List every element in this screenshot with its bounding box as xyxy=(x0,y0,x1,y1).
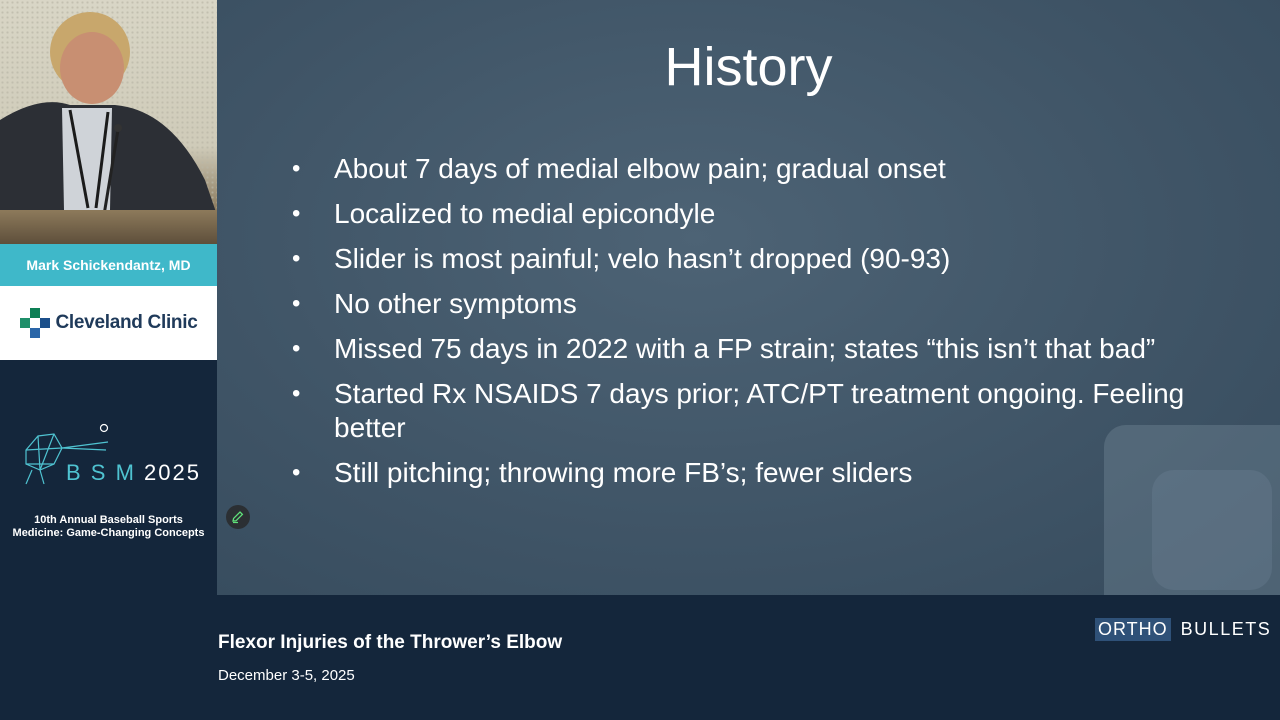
edit-button[interactable] xyxy=(226,505,250,529)
speaker-video xyxy=(0,0,217,244)
talk-title: Flexor Injuries of the Thrower’s Elbow xyxy=(218,632,563,653)
brand-bullets: BULLETS xyxy=(1180,619,1272,639)
conference-logo-text xyxy=(66,460,201,486)
bullet-list xyxy=(292,152,1192,501)
cleveland-clinic-cross-icon xyxy=(20,308,50,338)
conference-title xyxy=(0,514,217,540)
pencil-icon xyxy=(231,510,245,524)
bullet-item: • About 7 days of medial elbow pain; gradual onset xyxy=(292,152,1192,186)
orthobullets-logo xyxy=(1095,618,1271,641)
clinic-logo xyxy=(0,286,217,360)
conference-logo-letters: B S M xyxy=(66,460,136,485)
bullet-item: • Localized to medial epicondyle xyxy=(292,197,1192,231)
clinic-name: Cleveland Clinic xyxy=(55,312,198,333)
bullet-item: • Still pitching; throwing more FB’s; fewer sliders xyxy=(292,456,1192,490)
bullet-item: • Slider is most painful; velo hasn’t dropped (90-93) xyxy=(292,242,1192,276)
conference-title-line-1: 10th Annual Baseball Sports xyxy=(34,514,183,526)
presentation-slide xyxy=(217,0,1280,595)
bullet-item: • Missed 75 days in 2022 with a FP strain; states “this isn’t that bad” xyxy=(292,332,1192,366)
speaker-name: Mark Schickendantz, MD xyxy=(0,244,217,286)
speaker-figure xyxy=(0,0,217,244)
bullet-item: • Started Rx NSAIDS 7 days prior; ATC/PT treatment ongoing. Feeling better xyxy=(292,377,1192,445)
conference-title-line-2: Medicine: Game-Changing Concepts xyxy=(12,527,205,539)
slide-title: History xyxy=(664,37,833,97)
talk-date: December 3-5, 2025 xyxy=(218,667,355,684)
conference-panel xyxy=(0,360,217,720)
bullet-item: • No other symptoms xyxy=(292,287,1192,321)
conference-logo-year: 2025 xyxy=(144,460,201,485)
brand-ortho: ORTHO xyxy=(1095,618,1171,641)
